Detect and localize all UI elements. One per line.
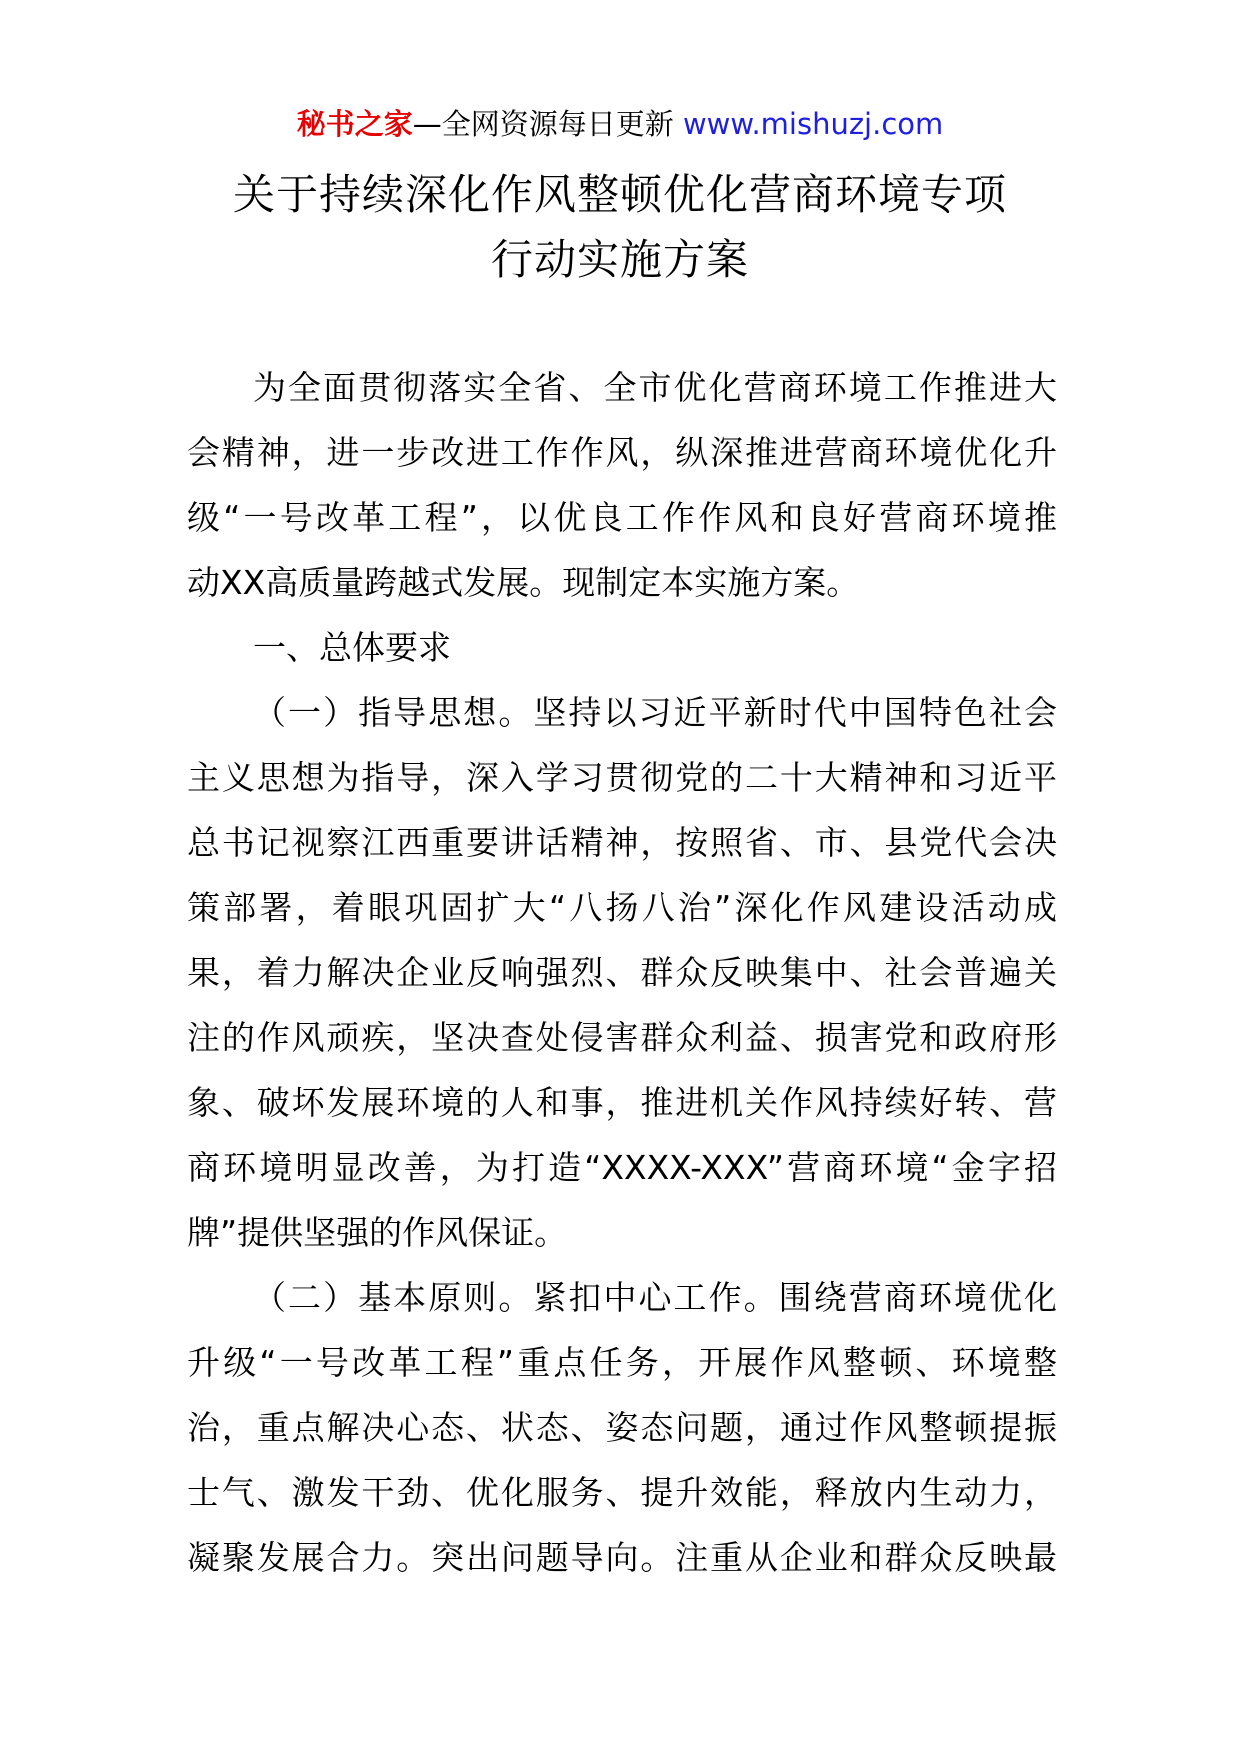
paragraph-line: 策部署，着眼巩固扩大“八扬八治”深化作风建设活动成 xyxy=(187,888,1057,927)
paragraph-line: 果，着力解决企业反响强烈、群众反映集中、社会普遍关 xyxy=(187,953,1057,992)
paragraph-line: 为全面贯彻落实全省、全市优化营商环境工作推进大 xyxy=(253,368,1057,407)
paragraph-line: 象、破坏发展环境的人和事，推进机关作风持续好转、营 xyxy=(187,1083,1057,1122)
paragraph-line: （二）基本原则。紧扣中心工作。围绕营商环境优化 xyxy=(253,1278,1057,1317)
site-url: www.mishuzj.com xyxy=(682,107,944,141)
paragraph-line: 牌”提供坚强的作风保证。 xyxy=(187,1213,568,1252)
paragraph-line: （一）指导思想。坚持以习近平新时代中国特色社会 xyxy=(253,693,1057,732)
document-title xyxy=(160,162,1080,292)
paragraph-line: 动XX高质量跨越式发展。现制定本实施方案。 xyxy=(187,563,860,602)
paragraph-line: 级“一号改革工程”，以优良工作作风和良好营商环境推 xyxy=(187,498,1057,537)
title-line-2: 行动实施方案 xyxy=(490,235,749,284)
paragraph-line: 注的作风顽疾，坚决查处侵害群众利益、损害党和政府形 xyxy=(187,1018,1057,1057)
paragraph-line: 凝聚发展合力。突出问题导向。注重从企业和群众反映最 xyxy=(187,1538,1057,1577)
paragraph-line: 商环境明显改善，为打造“XXXX-XXX”营商环境“金字招 xyxy=(187,1148,1057,1187)
header-tagline: —全网资源每日更新 xyxy=(412,107,674,141)
paragraph-line: 主义思想为指导，深入学习贯彻党的二十大精神和习近平 xyxy=(187,758,1057,797)
section-heading: 一、总体要求 xyxy=(253,628,451,667)
document-body xyxy=(187,355,1057,1590)
title-line-1: 关于持续深化作风整顿优化营商环境专项 xyxy=(232,170,1007,219)
paragraph-line: 总书记视察江西重要讲话精神，按照省、市、县党代会决 xyxy=(187,823,1057,862)
brand-name: 秘书之家 xyxy=(296,107,413,141)
paragraph-line: 会精神，进一步改进工作作风，纵深推进营商环境优化升 xyxy=(187,433,1057,472)
paragraph-line: 治，重点解决心态、状态、姿态问题，通过作风整顿提振 xyxy=(187,1408,1057,1447)
paragraph-line: 士气、激发干劲、优化服务、提升效能，释放内生动力， xyxy=(187,1473,1057,1512)
paragraph-line: 升级“一号改革工程”重点任务，开展作风整顿、环境整 xyxy=(187,1343,1057,1382)
site-header xyxy=(0,104,1240,144)
